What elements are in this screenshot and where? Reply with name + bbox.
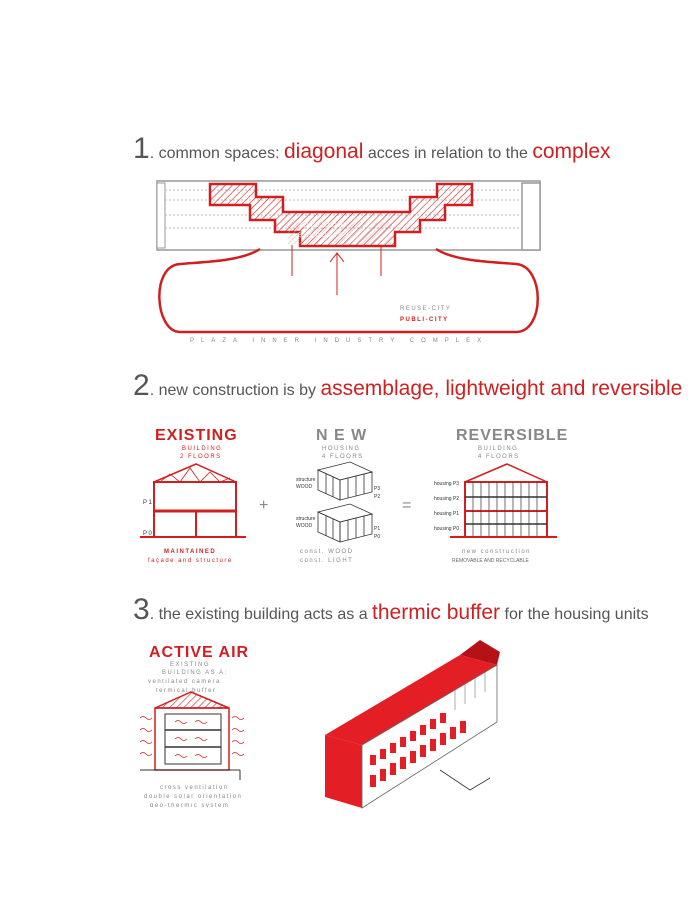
existing-foot1: MAINTAINED — [164, 549, 217, 555]
reuse-city-label: REUSE-CITY — [400, 306, 452, 312]
existing-p1: P1 — [143, 500, 154, 506]
equals-sign: = — [402, 497, 412, 514]
heading-3-highlight: thermic buffer — [372, 601, 501, 624]
heading-2-text: . new construction is by — [149, 382, 321, 399]
reversible-sub2: 4 FLOORS — [478, 454, 520, 460]
reversible-h2: housing P2 — [434, 496, 460, 502]
plan-diagram — [157, 181, 540, 332]
active-air-title: ACTIVE AIR — [149, 644, 250, 661]
new-p1: P1 — [374, 526, 381, 532]
new-foot1: const. WOOD — [300, 549, 354, 555]
reversible-h3: housing P3 — [434, 481, 460, 487]
reversible-h0: housing P0 — [434, 526, 460, 532]
heading-3-text: . the existing building acts as a — [149, 606, 373, 623]
new-sub1: HOUSING — [322, 446, 361, 452]
new-foot2: const. LIGHT — [300, 558, 354, 564]
reversible-building-section — [450, 464, 557, 537]
existing-sub1: BUILDING — [182, 446, 223, 452]
active-sub3: ventilated camera — [148, 679, 221, 685]
new-structure-1: structure — [296, 477, 316, 483]
active-sub4: termical buffer — [156, 688, 217, 694]
existing-foot2: façade and structure — [148, 558, 233, 564]
new-p0: P0 — [374, 534, 381, 540]
new-modules-isometric — [318, 462, 372, 542]
interior-label-1: INTERIOR — [300, 223, 345, 229]
existing-building-section — [140, 464, 246, 537]
heading-1-highlight-complex: complex — [532, 140, 611, 163]
reversible-title: REVERSIBLE — [456, 427, 569, 444]
new-p3: P3 — [374, 486, 381, 492]
new-sub2: 4 FLOORS — [322, 454, 364, 460]
heading-1-text-middle: acces in relation to the — [363, 145, 533, 162]
active-foot3: geo-thermic system — [150, 803, 230, 807]
heading-1-text: . common spaces: — [149, 145, 284, 162]
reversible-sub1: BUILDING — [478, 446, 519, 452]
heading-3-number: 3 — [133, 593, 150, 626]
plaza-outline — [159, 249, 537, 332]
new-wood-2: WOOD — [296, 523, 313, 529]
publi-city-label: PUBLI-CITY — [400, 317, 449, 323]
active-sub2: BUILDING AS A: — [162, 670, 228, 676]
plaza-label: PLAZA INNER INDUSTRY COMPLEX — [190, 338, 489, 344]
isometric-building — [325, 640, 500, 808]
plus-sign: + — [259, 497, 269, 514]
new-structure-2: structure — [296, 516, 316, 522]
new-title: N E W — [316, 427, 368, 444]
heading-1-number: 1 — [133, 132, 150, 165]
existing-sub2: 2 FLOORS — [180, 454, 222, 460]
active-sub1: EXISTING — [170, 662, 211, 668]
heading-2-number: 2 — [133, 369, 150, 402]
heading-1-highlight-diagonal: diagonal — [283, 140, 364, 163]
existing-title: EXISTING — [155, 427, 238, 444]
heading-2-highlight: assemblage, lightweight and reversible — [320, 377, 683, 400]
active-foot1: cross ventilation — [160, 785, 229, 791]
interior-label-2: BALCONIES — [298, 233, 351, 239]
new-wood-1: WOOD — [296, 484, 313, 490]
reversible-foot2: REMOVABLE AND RECYCLABLE — [452, 558, 529, 564]
existing-p0: P0 — [143, 531, 154, 537]
active-foot2: double solar orientation — [144, 794, 243, 800]
new-p2: P2 — [374, 494, 381, 500]
heading-3-text-after: for the housing units — [500, 606, 649, 623]
reversible-foot1: new construction — [462, 549, 532, 555]
active-air-section — [140, 692, 244, 780]
reversible-h1: housing P1 — [434, 511, 460, 517]
